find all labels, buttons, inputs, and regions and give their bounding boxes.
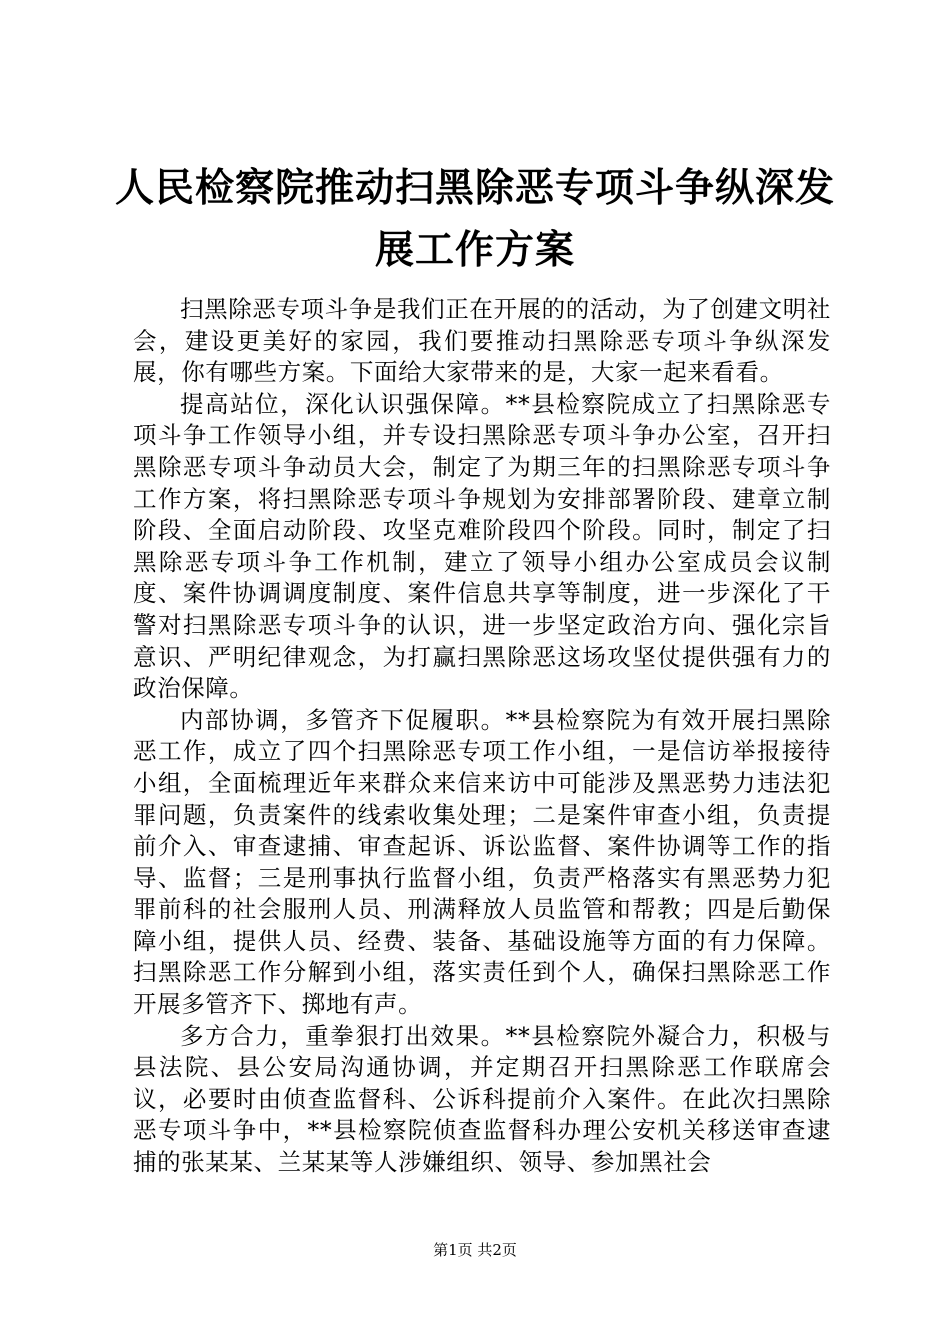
page-footer: 第1页 共2页 <box>433 1241 517 1259</box>
document-title: 人民检察院推动扫黑除恶专项斗争纵深发展工作方案 <box>114 166 835 273</box>
paragraph-joint-effort: 多方合力，重拳狠打出效果。**县检察院外凝合力，积极与县法院、县公安局沟通协调，并定期召开扫黑除恶工作联席会议，必要时由侦查监督科、公诉科提前介入案件。在此次扫黑除恶专项斗争中，**县检察院侦查监督科办理公安机关移送审查逮捕的张某某、兰某某等人涉嫌组织、领导、参加黑社会 <box>133 1021 831 1177</box>
paragraph-intro: 扫黑除恶专项斗争是我们正在开展的的活动，为了创建文明社会，建设更美好的家园，我们要推动扫黑除恶专项斗争纵深发展，你有哪些方案。下面给大家带来的是，大家一起来看看。 <box>133 295 831 387</box>
paragraph-raise-awareness: 提高站位，深化认识强保障。**县检察院成立了扫黑除恶专项斗争工作领导小组，并专设扫黑除恶专项斗争办公室，召开扫黑除恶专项斗争动员大会，制定了为期三年的扫黑除恶专项斗争工作方案，将扫黑除恶专项斗争规划为安排部署阶段、建章立制阶段、全面启动阶段、攻坚克难阶段四个阶段。同时，制定了扫黑除恶专项斗争工作机制，建立了领导小组办公室成员会议制度、案件协调调度制度、案件信息共享等制度，进一步深化了干警对扫黑除恶专项斗争的认识，进一步坚定政治方向、强化宗旨意识、严明纪律观念，为打赢扫黑除恶这场攻坚仗提供强有力的政治保障。 <box>133 389 831 703</box>
paragraph-internal-coordination: 内部协调，多管齐下促履职。**县检察院为有效开展扫黑除恶工作，成立了四个扫黑除恶专项工作小组，一是信访举报接待小组，全面梳理近年来群众来信来访中可能涉及黑恶势力违法犯罪问题，负责案件的线索收集处理；二是案件审查小组，负责提前介入、审查逮捕、审查起诉、诉讼监督、案件协调等工作的指导、监督；三是刑事执行监督小组，负责严格落实有黑恶势力犯罪前科的社会服刑人员、刑满释放人员监管和帮教；四是后勤保障小组，提供人员、经费、装备、基础设施等方面的有力保障。扫黑除恶工作分解到小组，落实责任到个人，确保扫黑除恶工作开展多管齐下、掷地有声。 <box>133 705 831 1019</box>
document-body <box>133 294 831 1179</box>
